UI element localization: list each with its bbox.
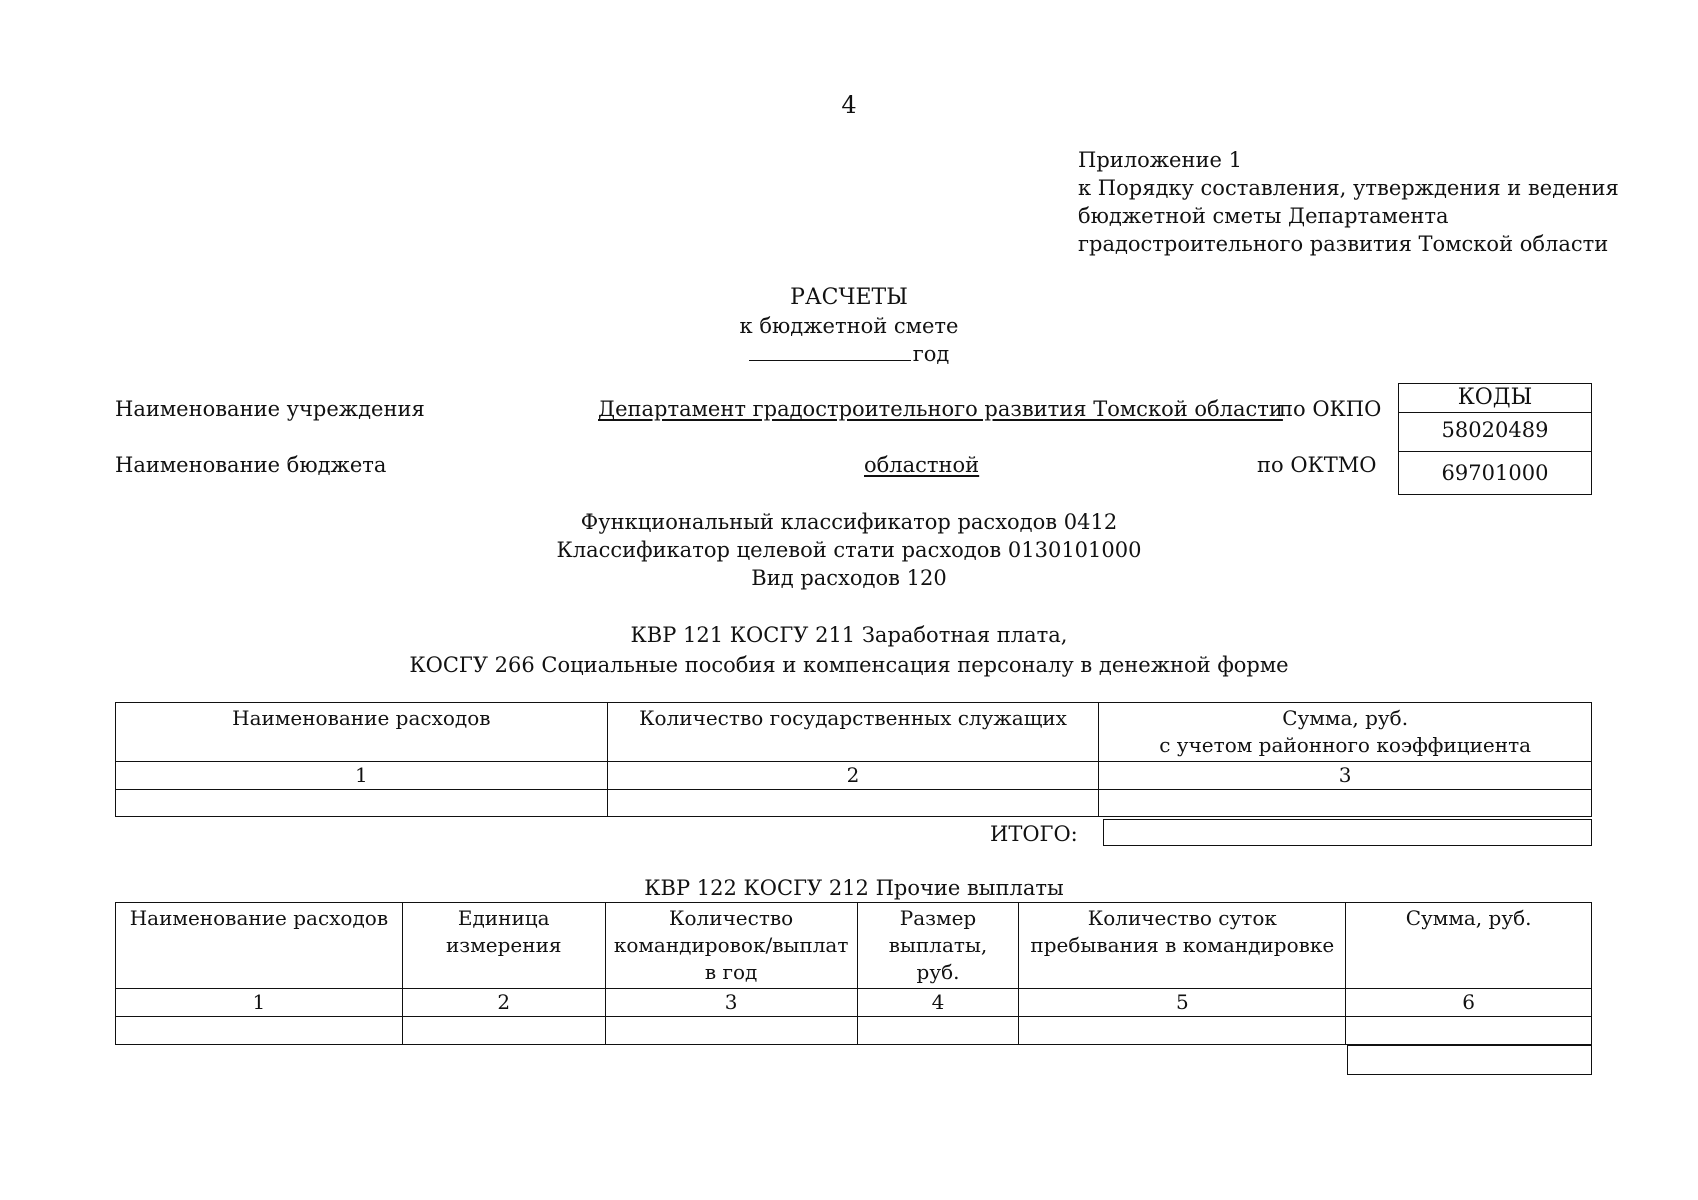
table-cell xyxy=(1346,1017,1592,1045)
classifier-line: Классификатор целевой стати расходов 0130101000 xyxy=(556,538,1142,562)
salary-table xyxy=(115,702,1592,817)
appendix-line: градостроительного развития Томской области xyxy=(1078,232,1609,256)
table-cell xyxy=(857,1017,1019,1045)
section2-heading: КВР 122 КОСГУ 212 Прочие выплаты xyxy=(644,876,1064,900)
table-cell xyxy=(1019,1017,1346,1045)
column-header: Наименование расходов xyxy=(116,703,608,762)
oktmo-label: по ОКТМО xyxy=(1257,453,1377,477)
column-number: 6 xyxy=(1346,989,1592,1017)
section1-heading xyxy=(0,620,1698,680)
table-cell xyxy=(116,1017,403,1045)
codes-header: КОДЫ xyxy=(1399,384,1591,413)
table-row xyxy=(116,790,1592,817)
column-number: 3 xyxy=(1099,762,1592,790)
year-suffix: год xyxy=(912,342,950,366)
oktmo-code: 69701000 xyxy=(1441,461,1549,485)
table-cell xyxy=(402,1017,605,1045)
institution-value: Департамент градостроительного развития Томской области xyxy=(598,397,1283,421)
institution-label: Наименование учреждения xyxy=(115,397,425,421)
budget-value: областной xyxy=(864,453,980,477)
column-number: 1 xyxy=(116,989,403,1017)
appendix-note xyxy=(1078,146,1619,258)
title-year xyxy=(0,340,1698,368)
year-blank xyxy=(749,340,911,361)
classifiers xyxy=(0,508,1698,592)
column-number: 2 xyxy=(402,989,605,1017)
column-number-row xyxy=(116,989,1592,1017)
column-header: Сумма, руб. с учетом районного коэффициента xyxy=(1099,703,1592,762)
total-value-box xyxy=(1103,819,1592,846)
column-header: Единица измерения xyxy=(402,903,605,989)
total-label: ИТОГО: xyxy=(990,822,1078,846)
column-header: Количество суток пребывания в командировке xyxy=(1019,903,1346,989)
table-cell xyxy=(605,1017,857,1045)
appendix-line: бюджетной сметы Департамента xyxy=(1078,204,1449,228)
title-main: РАСЧЕТЫ xyxy=(790,285,908,310)
column-number-row xyxy=(116,762,1592,790)
table-cell xyxy=(1099,790,1592,817)
column-number: 1 xyxy=(116,762,608,790)
column-header: Размер выплаты, руб. xyxy=(857,903,1019,989)
page-number: 4 xyxy=(841,91,857,119)
appendix-line: Приложение 1 xyxy=(1078,148,1242,172)
codes-box xyxy=(1398,383,1592,495)
classifier-line: Функциональный классификатор расходов 0412 xyxy=(580,510,1118,534)
budget-label: Наименование бюджета xyxy=(115,453,387,477)
section2-total-box xyxy=(1347,1045,1592,1075)
column-header: Количество государственных служащих xyxy=(607,703,1099,762)
travel-payments-table xyxy=(115,902,1592,1045)
okpo-code: 58020489 xyxy=(1399,413,1591,452)
column-number: 2 xyxy=(607,762,1099,790)
column-number: 5 xyxy=(1019,989,1346,1017)
table-cell xyxy=(607,790,1099,817)
table-cell xyxy=(116,790,608,817)
column-number: 4 xyxy=(857,989,1019,1017)
section1-heading-line: КОСГУ 266 Социальные пособия и компенсация персоналу в денежной форме xyxy=(409,653,1289,677)
table-row xyxy=(116,1017,1592,1045)
document-title xyxy=(0,284,1698,368)
appendix-line: к Порядку составления, утверждения и ведения xyxy=(1078,176,1619,200)
column-header: Сумма, руб. xyxy=(1346,903,1592,989)
okpo-label: по ОКПО xyxy=(1279,397,1382,421)
table-header-row xyxy=(116,903,1592,989)
title-sub: к бюджетной смете xyxy=(739,314,959,338)
table-header-row xyxy=(116,703,1592,762)
section1-heading-line: КВР 121 КОСГУ 211 Заработная плата, xyxy=(630,623,1068,647)
column-number: 3 xyxy=(605,989,857,1017)
classifier-line: Вид расходов 120 xyxy=(751,566,947,590)
column-header: Количество командировок/выплат в год xyxy=(605,903,857,989)
column-header: Наименование расходов xyxy=(116,903,403,989)
